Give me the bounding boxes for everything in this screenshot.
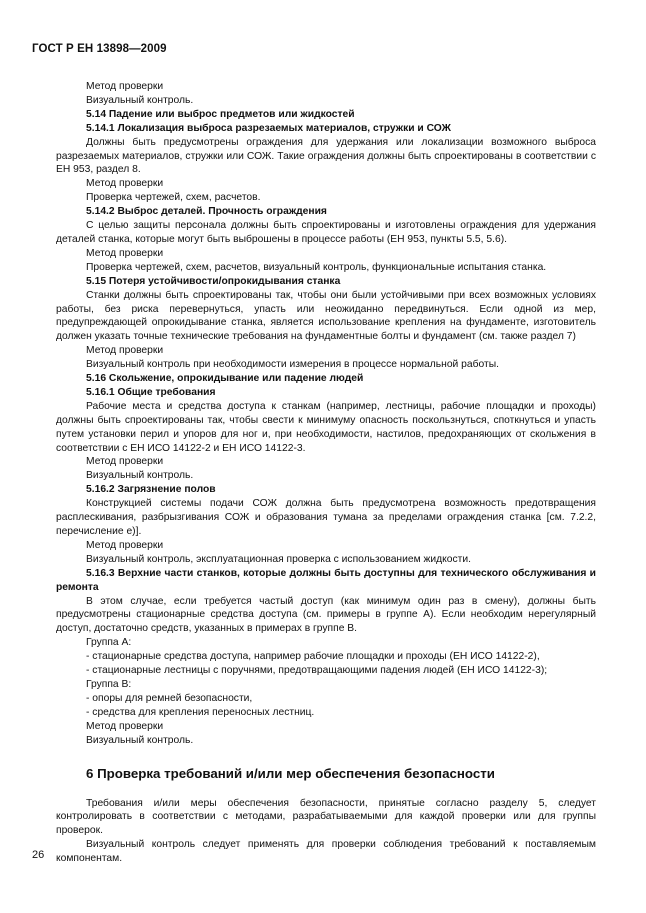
text-line: Метод проверки [86, 456, 164, 468]
section-heading: 5.16.1 Общие требования [86, 386, 216, 398]
section-heading: 5.14.1 Локализация выброса разрезаемых материалов, стружки и СОЖ [86, 122, 451, 134]
text-line: - стационарные лестницы с поручнями, предотвращающими падения людей (ЕН ИСО 14122-3); [86, 665, 548, 677]
text-line: - стационарные средства доступа, например рабочие площадки и проходы (ЕН ИСО 14122-2), [86, 651, 540, 663]
section-heading: 5.16.2 Загрязнение полов [86, 484, 216, 496]
text-line: Визуальный контроль. [86, 734, 194, 746]
text-line: Визуальный контроль, эксплуатационная проверка с использованием жидкости. [86, 553, 472, 565]
text-line: Группа А: [86, 637, 132, 649]
text-line: Метод проверки [86, 539, 164, 551]
text-line: Рабочие места и средства доступа к станкам (например, лестницы, рабочие площадки и проходы) должны быть спроектированы так, чтобы свести к минимуму опасность поскользнуться, споткнуться и упасть путем установки перил и упоров для ног и, при необходимости, настилов, предохраняющих от скольжения в соответствии с ЕН ИСО 14122-2 и ЕН ИСО 14122-3. [56, 400, 596, 454]
text-line: Проверка чертежей, схем, расчетов. [86, 192, 261, 204]
text-line: Визуальный контроль при необходимости измерения в процессе нормальной работы. [86, 359, 499, 371]
section-6-heading: 6 Проверка требований и/или мер обеспечения безопасности [86, 765, 495, 781]
document-header: ГОСТ Р ЕН 13898—2009 [32, 43, 167, 55]
text-line: - опоры для ремней безопасности, [86, 692, 253, 704]
text-line: С целью защиты персонала должны быть спроектированы и изготовлены ограждения для удержания деталей станка, которые могут быть выброшены в процессе работы (ЕН 953, пункты 5.5, 5.6). [56, 220, 596, 245]
text-line: Проверка чертежей, схем, расчетов, визуальный контроль, функциональные испытания станка. [86, 261, 547, 273]
text-line: Метод проверки [86, 178, 164, 190]
section-heading: 5.15 Потеря устойчивости/опрокидывания станка [86, 275, 341, 287]
text-line: Станки должны быть спроектированы так, чтобы они были устойчивыми при всех возможных условиях работы, без риска перевернуться, упасть или неожиданно передвинуться. Если одной из мер, предупреждающей опрокидывание станка, является использование крепления на фундаменте, изготовитель должен указать точные технические требования на фундаментные болты и фундамент (см. также раздел 7) [56, 289, 596, 343]
text-line: Должны быть предусмотрены ограждения для удержания или локализации возможного выброса разрезаемых материалов, стружки или СОЖ. Такие ограждения должны быть спроектированы в соответствии с ЕН 953, раздел 8. [56, 136, 596, 176]
document-body [56, 80, 596, 866]
section-heading: 5.16 Скольжение, опрокидывание или падение людей [86, 373, 364, 385]
page-number: 26 [32, 849, 45, 861]
text-line: Метод проверки [86, 720, 164, 732]
text-line: Визуальный контроль. [86, 470, 194, 482]
text-line: Визуальный контроль. [86, 94, 194, 106]
section-heading: 5.16.3 Верхние части станков, которые должны быть доступны для технического обслуживания и ремонта [56, 567, 596, 593]
section-heading: 5.14 Падение или выброс предметов или жидкостей [86, 108, 355, 120]
text-line: Метод проверки [86, 345, 164, 357]
text-line: - средства для крепления переносных лестниц. [86, 706, 315, 718]
section-6-paragraph: Визуальный контроль следует применять для проверки соблюдения требований к поставляемым компонентам. [56, 839, 596, 865]
text-line: Группа В: [86, 678, 132, 690]
section-5-text [56, 80, 596, 748]
text-line: Конструкцией системы подачи СОЖ должна быть предусмотрена возможность предотвращения расплескивания, разбрызгивания СОЖ и образования тумана за пределами ограждения станка [см. 7.2.2, перечисление е)]. [56, 498, 596, 537]
text-line: Метод проверки [86, 247, 164, 259]
section-6-paragraph: Требования и/или меры обеспечения безопасности, принятые согласно разделу 5, следует контролировать в соответствии с методами, разрабатываемыми для каждой проверки или для группы проверок. [56, 797, 596, 837]
text-line: Метод проверки [86, 81, 164, 92]
text-line: В этом случае, если требуется частый доступ (как минимум один раз в смену), должны быть предусмотрены стационарные средства доступа (см. примеры в группе А). Если необходим нерегулярный доступ, достаточно средств, указанных в примерах в группе В. [56, 595, 596, 635]
section-heading: 5.14.2 Выброс деталей. Прочность ограждения [86, 206, 327, 218]
